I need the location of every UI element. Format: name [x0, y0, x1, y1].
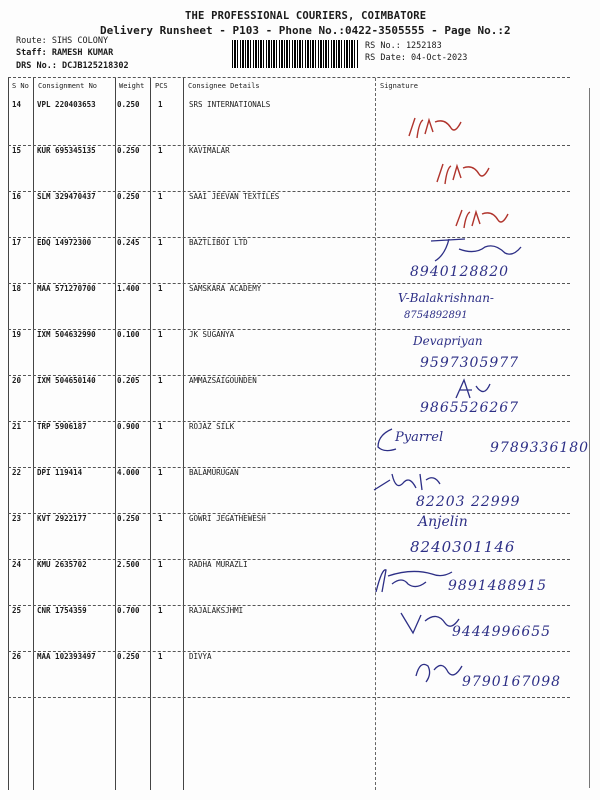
drs-number: DRS No.: DCJB125218302 [16, 61, 129, 71]
row-pcs: 1 [158, 514, 163, 523]
row-divider [8, 421, 570, 422]
row-pcs: 1 [158, 192, 163, 201]
row-weight: 0.250 [117, 146, 140, 155]
row-weight: 0.250 [117, 514, 140, 523]
row-consignment-no: MAA 102393497 [37, 652, 96, 661]
row-consignment-no: VPL 220403653 [37, 100, 96, 109]
row-pcs: 1 [158, 560, 163, 569]
row-sno: 16 [12, 192, 22, 201]
row-consignee: KAVIMALAR [189, 146, 230, 155]
row-sno: 19 [12, 330, 22, 339]
handwritten-phone-18: 8754892891 [404, 310, 468, 321]
row-pcs: 1 [158, 146, 163, 155]
handwritten-name-19: Devapriyan [413, 334, 483, 348]
row-consignee: JK SUGANYA [189, 330, 235, 339]
row-pcs: 1 [158, 376, 163, 385]
row-consignment-no: TRP 5906187 [37, 422, 87, 431]
row-weight: 0.250 [117, 192, 140, 201]
header-rule-top [8, 77, 570, 78]
signature-scribble-17 [425, 235, 525, 265]
col-header-weight: Weight [119, 82, 145, 90]
row-consignee: RAJALAKSJHMI [189, 606, 244, 615]
row-divider [8, 513, 570, 514]
company-title: THE PROFESSIONAL COURIERS, COIMBATORE [185, 10, 427, 22]
row-sno: 23 [12, 514, 22, 523]
signature-scribble-20 [450, 376, 500, 402]
col-divider-1 [33, 78, 34, 790]
row-consignee: DIVYA [189, 652, 212, 661]
row-weight: 2.500 [117, 560, 140, 569]
row-consignee: BALAMURUGAN [189, 468, 239, 477]
handwritten-phone-20: 9865526267 [420, 400, 520, 416]
row-sno: 20 [12, 376, 22, 385]
staff-label: Staff: RAMESH KUMAR [16, 48, 114, 58]
row-consignment-no: MAA 571270700 [37, 284, 96, 293]
row-consignment-no: SLM 329470437 [37, 192, 96, 201]
handwritten-phone-24: 9891488915 [448, 578, 548, 594]
row-weight: 4.000 [117, 468, 140, 477]
col-divider-2 [115, 78, 116, 790]
row-consignment-no: KVT 2922177 [37, 514, 87, 523]
row-consignee: ROJAZ SILK [189, 422, 235, 431]
signature-scribble-14 [405, 112, 465, 142]
row-sno: 18 [12, 284, 22, 293]
handwritten-phone-17: 8940128820 [410, 264, 510, 280]
row-weight: 0.245 [117, 238, 140, 247]
row-divider [8, 605, 570, 606]
row-consignment-no: IXM 504650140 [37, 376, 96, 385]
row-pcs: 1 [158, 422, 163, 431]
row-sno: 22 [12, 468, 22, 477]
row-divider [8, 697, 570, 698]
col-header-sno: S No [12, 82, 29, 90]
row-sno: 21 [12, 422, 22, 431]
row-pcs: 1 [158, 330, 163, 339]
route-label: Route: SIHS COLONY [16, 36, 109, 46]
col-header-signature: Signature [380, 82, 418, 90]
handwritten-phone-21: 9789336180 [490, 440, 590, 456]
handwritten-phone-23: 8240301146 [410, 538, 516, 556]
row-weight: 0.250 [117, 100, 140, 109]
row-weight: 0.700 [117, 606, 140, 615]
row-consignee: SAMSKARA ACADEMY [189, 284, 262, 293]
col-divider-4 [183, 78, 184, 790]
row-consignee: BAZTLIBOI LTD [189, 238, 248, 247]
row-consignment-no: KUR 695345135 [37, 146, 96, 155]
row-consignment-no: KMU 2635702 [37, 560, 87, 569]
row-consignee: AMMAZSAIGOUNDEN [189, 376, 257, 385]
row-divider [8, 467, 570, 468]
row-weight: 1.400 [117, 284, 140, 293]
handwritten-phone-22: 82203 22999 [416, 494, 521, 510]
handwritten-phone-26: 9790167098 [462, 674, 562, 690]
col-header-consignment: Consignment No [38, 82, 98, 90]
row-consignee: SRS INTERNATIONALS [189, 100, 271, 109]
handwritten-name-23: Anjelin [418, 514, 468, 530]
row-pcs: 1 [158, 606, 163, 615]
row-sno: 14 [12, 100, 22, 109]
row-weight: 0.205 [117, 376, 140, 385]
signature-scribble-15 [433, 158, 493, 188]
row-sno: 15 [12, 146, 22, 155]
runsheet-subtitle: Delivery Runsheet - P103 - Phone No.:0422-3505555 - Page No.:2 [100, 24, 511, 37]
row-consignee: GOWRI JEGATHEWESH [189, 514, 266, 523]
row-pcs: 1 [158, 652, 163, 661]
row-divider [8, 559, 570, 560]
row-consignment-no: IXM 504632990 [37, 330, 96, 339]
row-consignee: SAAI JEEVAN TEXTILES [189, 192, 280, 201]
col-divider-3 [150, 78, 151, 790]
col-header-consignee: Consignee Details [188, 82, 260, 90]
row-weight: 0.100 [117, 330, 140, 339]
row-consignment-no: CNR 1754359 [37, 606, 87, 615]
row-consignment-no: EDQ 14972300 [37, 238, 92, 247]
row-sno: 25 [12, 606, 22, 615]
signature-scribble-16 [452, 204, 512, 232]
left-border-line [8, 78, 9, 790]
rs-date: RS Date: 04-Oct-2023 [365, 53, 468, 63]
signature-scribble-26 [410, 656, 470, 686]
row-sno: 26 [12, 652, 22, 661]
row-consignee: RADHA MURAZLI [189, 560, 248, 569]
col-header-pcs: PCS [155, 82, 168, 90]
handwritten-phone-19: 9597305977 [420, 355, 520, 371]
row-pcs: 1 [158, 468, 163, 477]
row-pcs: 1 [158, 284, 163, 293]
row-weight: 0.900 [117, 422, 140, 431]
row-sno: 17 [12, 238, 22, 247]
handwritten-phone-25: 9444996655 [452, 624, 552, 640]
barcode-image [232, 40, 358, 68]
row-weight: 0.250 [117, 652, 140, 661]
row-pcs: 1 [158, 238, 163, 247]
row-sno: 24 [12, 560, 22, 569]
handwritten-name-21: Pyarrel [395, 430, 444, 445]
right-edge-line [589, 88, 590, 788]
rs-number: RS No.: 1252183 [365, 41, 442, 51]
row-consignment-no: DPI 119414 [37, 468, 83, 477]
handwritten-name-18: V-Balakrishnan- [398, 291, 494, 305]
row-pcs: 1 [158, 100, 163, 109]
